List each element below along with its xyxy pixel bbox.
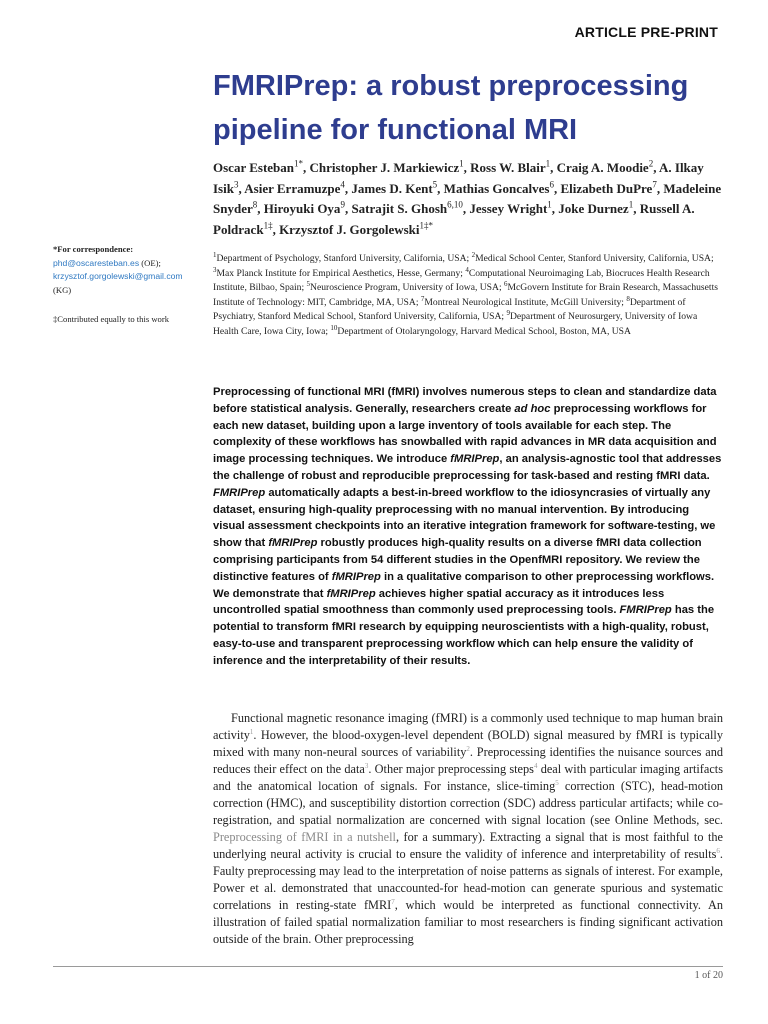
page-number: 1 of 20 <box>694 970 723 981</box>
author-separator: , <box>344 201 352 216</box>
author-affiliation-mark: 2 <box>648 158 654 169</box>
affiliation-number: 4 <box>465 265 469 274</box>
body-text-run: , for a summary). Extracting a signal that is most faithful to the underlying neural activity is crucial to ensure the validity of inference and interpretability of results <box>213 830 723 861</box>
correspondence-label: *For correspondence: <box>53 244 134 254</box>
affiliation-number: 8 <box>626 294 630 303</box>
author-separator: , <box>238 180 245 196</box>
author-separator: , <box>272 221 280 237</box>
abstract <box>213 384 723 670</box>
citation-marker[interactable]: 2 <box>466 744 470 753</box>
author-affiliation-mark: 1 <box>545 158 551 169</box>
affiliation-number: 10 <box>330 323 338 332</box>
email-note-kg: (KG) <box>53 284 72 295</box>
author-separator: , <box>257 201 264 216</box>
author-affiliation-mark: 5 <box>432 179 438 190</box>
affiliation-text: Department of Psychiatry, Stanford Medical School, Stanford University, California, USA; <box>213 296 686 323</box>
author-name: James D. Kent <box>351 180 433 196</box>
affiliation-text: Computational Neuroimaging Lab, Biocruces Health Research Institute, Bilbao, Spain; <box>213 267 710 294</box>
affiliations <box>213 252 723 340</box>
author-affiliation-mark: 6,10 <box>447 199 463 210</box>
abstract-text: Preprocessing of functional MRI (fMRI) involves numerous steps to clean and standardize data before statistical analysis. Generally, researchers create <box>213 386 717 415</box>
author-name: Ross W. Blair <box>470 160 546 175</box>
email-note-oe: (OE); <box>139 257 161 268</box>
author-name: Christopher J. Markiewicz <box>309 160 460 175</box>
affiliation-text: Medical School Center, Stanford University, California, USA; <box>475 253 714 264</box>
author-affiliation-mark: 1 <box>459 158 464 169</box>
affiliation-number: 7 <box>420 294 425 303</box>
body-text-run: . Preprocessing identifies the nuisance sources and reduces their effect on the data <box>213 745 723 776</box>
author-separator: , <box>463 160 471 175</box>
abstract-emphasis: fMRIPrep <box>331 570 381 583</box>
affiliation-text: Montreal Neurological Institute, McGill University; <box>424 296 627 308</box>
author-name: Oscar Esteban <box>213 160 295 175</box>
abstract-text: robustly produces high-quality results on a diverse fMRI data collection comprising participants from 54 different studies in the OpenfMRI repository. We review the distinctive features of <box>213 537 702 583</box>
body-text-run: deal with particular imaging artifacts and the anatomical location of signals. For instance, slice-timing <box>213 762 723 793</box>
author-separator: , <box>553 180 561 196</box>
affiliation-number: 1 <box>213 250 217 259</box>
author-affiliation-mark: 4 <box>340 179 345 190</box>
affiliation-number: 9 <box>506 309 510 318</box>
abstract-text: in a qualitative comparison to other preprocessing workflows. We demonstrate that <box>213 570 715 600</box>
citation-marker[interactable]: 7 <box>391 897 395 906</box>
affiliation-number: 3 <box>213 265 217 274</box>
author-list <box>213 158 723 240</box>
author-name: Joke Durnez <box>558 201 629 216</box>
affiliation-text: Department of Otolaryngology, Harvard Medical School, Boston, MA, USA <box>337 325 631 337</box>
author-name: Krzysztof J. Gorgolewski <box>279 221 420 237</box>
email-link-kg[interactable]: krzysztof.gorgolewski@gmail.com <box>53 271 183 281</box>
author-affiliation-mark: 6 <box>549 179 554 190</box>
introduction-paragraph <box>213 710 723 948</box>
correspondence-email-line-1 <box>53 257 203 271</box>
body-text-run: correction (STC), head-motion correction (HMC), and susceptibility distortion correction (SDC) address particular artifacts; while co-registration, and spatial normalization are concerned with signal location (see Online Methods, sec. <box>213 779 723 827</box>
author-separator: , <box>437 180 444 196</box>
author-name: Satrajit S. Ghosh <box>351 201 448 216</box>
abstract-text: preprocessing workflows for each new dataset, building upon a large inventory of tools available for each step. The complexity of these workflows has snowballed with rapid advances in MR data acquisition and image processing techniques. We introduce <box>213 402 717 466</box>
author-affiliation-mark: 8 <box>252 199 258 210</box>
correspondence-sidebar <box>53 243 203 327</box>
author-separator: , <box>303 160 310 175</box>
citation-marker[interactable]: 5 <box>555 778 559 787</box>
author-affiliation-mark: 9 <box>340 199 345 210</box>
abstract-text: has the potential to transform fMRI research by equipping neuroscientists with a high-quality, robust, easy-to-use and transparent preprocessing workflow which can help ensure the validity of inference and the interpretability of their results. <box>213 604 715 667</box>
author-affiliation-mark: 1‡ <box>263 220 273 231</box>
email-link-oe[interactable]: phd@oscaresteban.es <box>53 257 140 268</box>
body-text-run: . Faulty preprocessing may lead to the interpretation of noise patterns as signals of interest. For example, Power et al. demonstrated that unaccounted-for head-motion can generate spurious and systematic correlations in resting-state fMRI <box>213 847 723 912</box>
abstract-emphasis: FMRIPrep <box>619 604 672 617</box>
abstract-emphasis: fMRIPrep <box>450 453 500 466</box>
abstract-emphasis: fMRIPrep <box>268 537 318 550</box>
affiliation-number: 2 <box>471 250 476 259</box>
body-text-run: . However, the blood-oxygen-level dependent (BOLD) signal measured by fMRI is typically mixed with many non-neural sources of variability <box>213 728 723 759</box>
author-separator: , <box>344 180 352 196</box>
citation-marker[interactable]: 3 <box>364 761 369 770</box>
author-name: Elizabeth DuPre <box>560 180 653 196</box>
author-name: Russell A. Poldrack <box>213 201 695 237</box>
author-affiliation-mark: 1‡* <box>419 220 434 231</box>
author-separator: , <box>653 160 659 175</box>
footer-divider <box>53 966 723 967</box>
equal-contribution-note: ‡Contributed equally to this work <box>53 314 170 324</box>
citation-marker[interactable]: 1 <box>249 727 254 736</box>
body-text-run: Functional magnetic resonance imaging (fMRI) is a commonly used technique to map human brain activity <box>213 711 723 742</box>
affiliation-text: Department of Neurosurgery, University of Iowa Health Care, Iowa City, Iowa; <box>213 311 698 337</box>
author-separator: , <box>550 160 557 175</box>
abstract-text: , an analysis-agnostic tool that addresses the challenge of robust and reproducible preprocessing for task-based and resting fMRI data. <box>213 453 722 482</box>
body-text-run: . Other major preprocessing steps <box>368 762 534 776</box>
body-text-run: , which would be interpreted as functional connectivity. An illustration of failed spatial normalization familiar to most researchers is finding significant activation outside of the brain. Other preprocessing <box>213 898 723 946</box>
affiliation-text: Neuroscience Program, University of Iowa, USA; <box>310 282 505 294</box>
affiliation-text: Max Planck Institute for Empirical Aesthetics, Hesse, Germany; <box>216 267 466 279</box>
author-separator: , <box>633 201 640 216</box>
affiliation-number: 5 <box>306 280 311 288</box>
author-affiliation-mark: 3 <box>233 179 239 190</box>
citation-marker[interactable]: 4 <box>533 761 538 770</box>
author-name: Hiroyuki Oya <box>263 201 341 216</box>
author-separator: , <box>462 201 470 216</box>
author-name: Craig A. Moodie <box>556 160 649 175</box>
abstract-text: achieves higher spatial accuracy as it introduces less uncontrolled spatial smoothness than commonly used preprocessing tools. <box>213 587 665 617</box>
author-name: A. Ilkay Isik <box>213 160 704 196</box>
author-affiliation-mark: 7 <box>652 179 657 190</box>
section-cross-reference[interactable]: Preprocessing of fMRI in a nutshell <box>213 830 396 844</box>
author-name: Madeleine Snyder <box>213 180 722 216</box>
author-name: Jessey Wright <box>469 201 548 216</box>
author-name: Asier Erramuzpe <box>244 180 341 196</box>
author-name: Mathias Goncalves <box>443 180 550 196</box>
author-affiliation-mark: 1 <box>628 199 634 210</box>
author-affiliation-mark: 1 <box>547 199 552 210</box>
paper-title-line-1: FMRIPrep: a robust preprocessing <box>213 70 689 102</box>
article-type-label: ARTICLE PRE-PRINT <box>574 24 718 40</box>
affiliation-number: 6 <box>504 280 508 288</box>
affiliation-text: McGovern Institute for Brain Research, Massachusetts Institute of Technology: MIT, Cambridge, MA, USA; <box>213 282 718 308</box>
abstract-emphasis: fMRIPrep <box>326 587 376 600</box>
author-separator: , <box>551 201 559 216</box>
author-separator: , <box>656 180 664 196</box>
author-affiliation-mark: 1* <box>294 158 304 169</box>
citation-marker[interactable]: 6 <box>716 846 720 855</box>
abstract-text: automatically adapts a best-in-breed workflow to the idiosyncrasies of virtually any dataset, ensuring high-quality preprocessing with no manual intervention. By introducing visual assessment checkpoints into an iterative integration framework for software-testing, we show that <box>213 486 716 550</box>
affiliation-text: Department of Psychology, Stanford University, California, USA; <box>216 253 472 264</box>
abstract-emphasis: FMRIPrep <box>213 486 266 499</box>
paper-title-line-2: pipeline for functional MRI <box>213 114 578 146</box>
abstract-emphasis: ad hoc <box>514 402 551 415</box>
paper-title <box>213 64 733 152</box>
